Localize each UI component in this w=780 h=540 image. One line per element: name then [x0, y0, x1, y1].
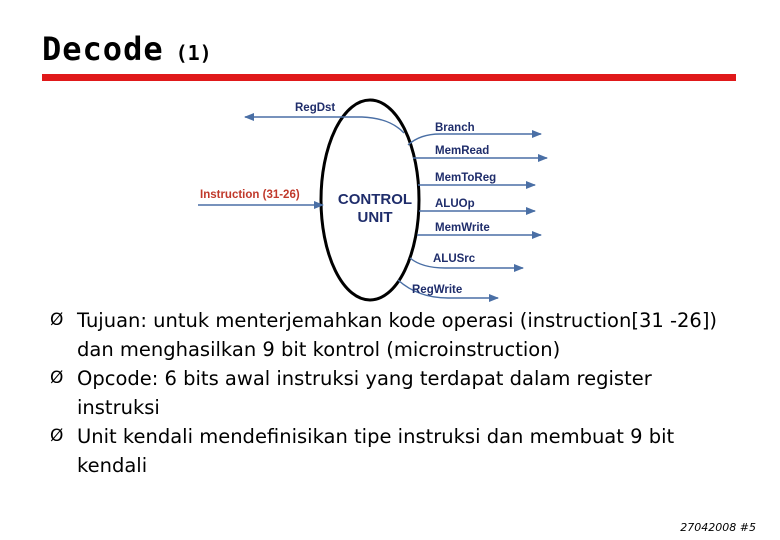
bullet-list — [50, 306, 740, 480]
slide-footer: 27042008 #5 — [680, 521, 756, 534]
aluop-label: ALUOp — [435, 198, 475, 210]
regwrite-label: RegWrite — [412, 284, 463, 296]
instruction-input-label: Instruction (31-26) — [200, 189, 300, 201]
control-unit-label-line2: UNIT — [357, 209, 393, 226]
bullet-item — [50, 306, 740, 364]
control-unit-label-line1: CONTROL — [337, 191, 413, 208]
bullet-text: Opcode: 6 bits awal instruksi yang terdapat dalam register instruksi — [77, 367, 652, 419]
bullet-arrow-icon: Ø — [50, 310, 64, 330]
branch-label: Branch — [435, 122, 475, 134]
bullet-arrow-icon: Ø — [50, 368, 64, 388]
regdst-label: RegDst — [295, 102, 336, 114]
bullet-text: Tujuan: untuk menterjemahkan kode operasi (instruction[31 -26]) dan menghasilkan 9 bit kontrol (microinstruction) — [77, 309, 718, 361]
bullet-item — [50, 422, 740, 480]
memwrite-label: MemWrite — [435, 222, 490, 234]
branch-arrow — [408, 134, 541, 145]
alusrc-label: ALUSrc — [433, 253, 476, 265]
slide-title-suffix: (1) — [175, 41, 212, 65]
bullet-item — [50, 364, 740, 422]
memread-label: MemRead — [435, 145, 490, 157]
bullet-text: Unit kendali mendefinisikan tipe instruksi dan membuat 9 bit kendali — [77, 425, 675, 477]
memtoreg-label: MemToReg — [435, 172, 497, 184]
slide-title: Decode — [42, 30, 164, 68]
bullet-arrow-icon: Ø — [50, 426, 64, 446]
